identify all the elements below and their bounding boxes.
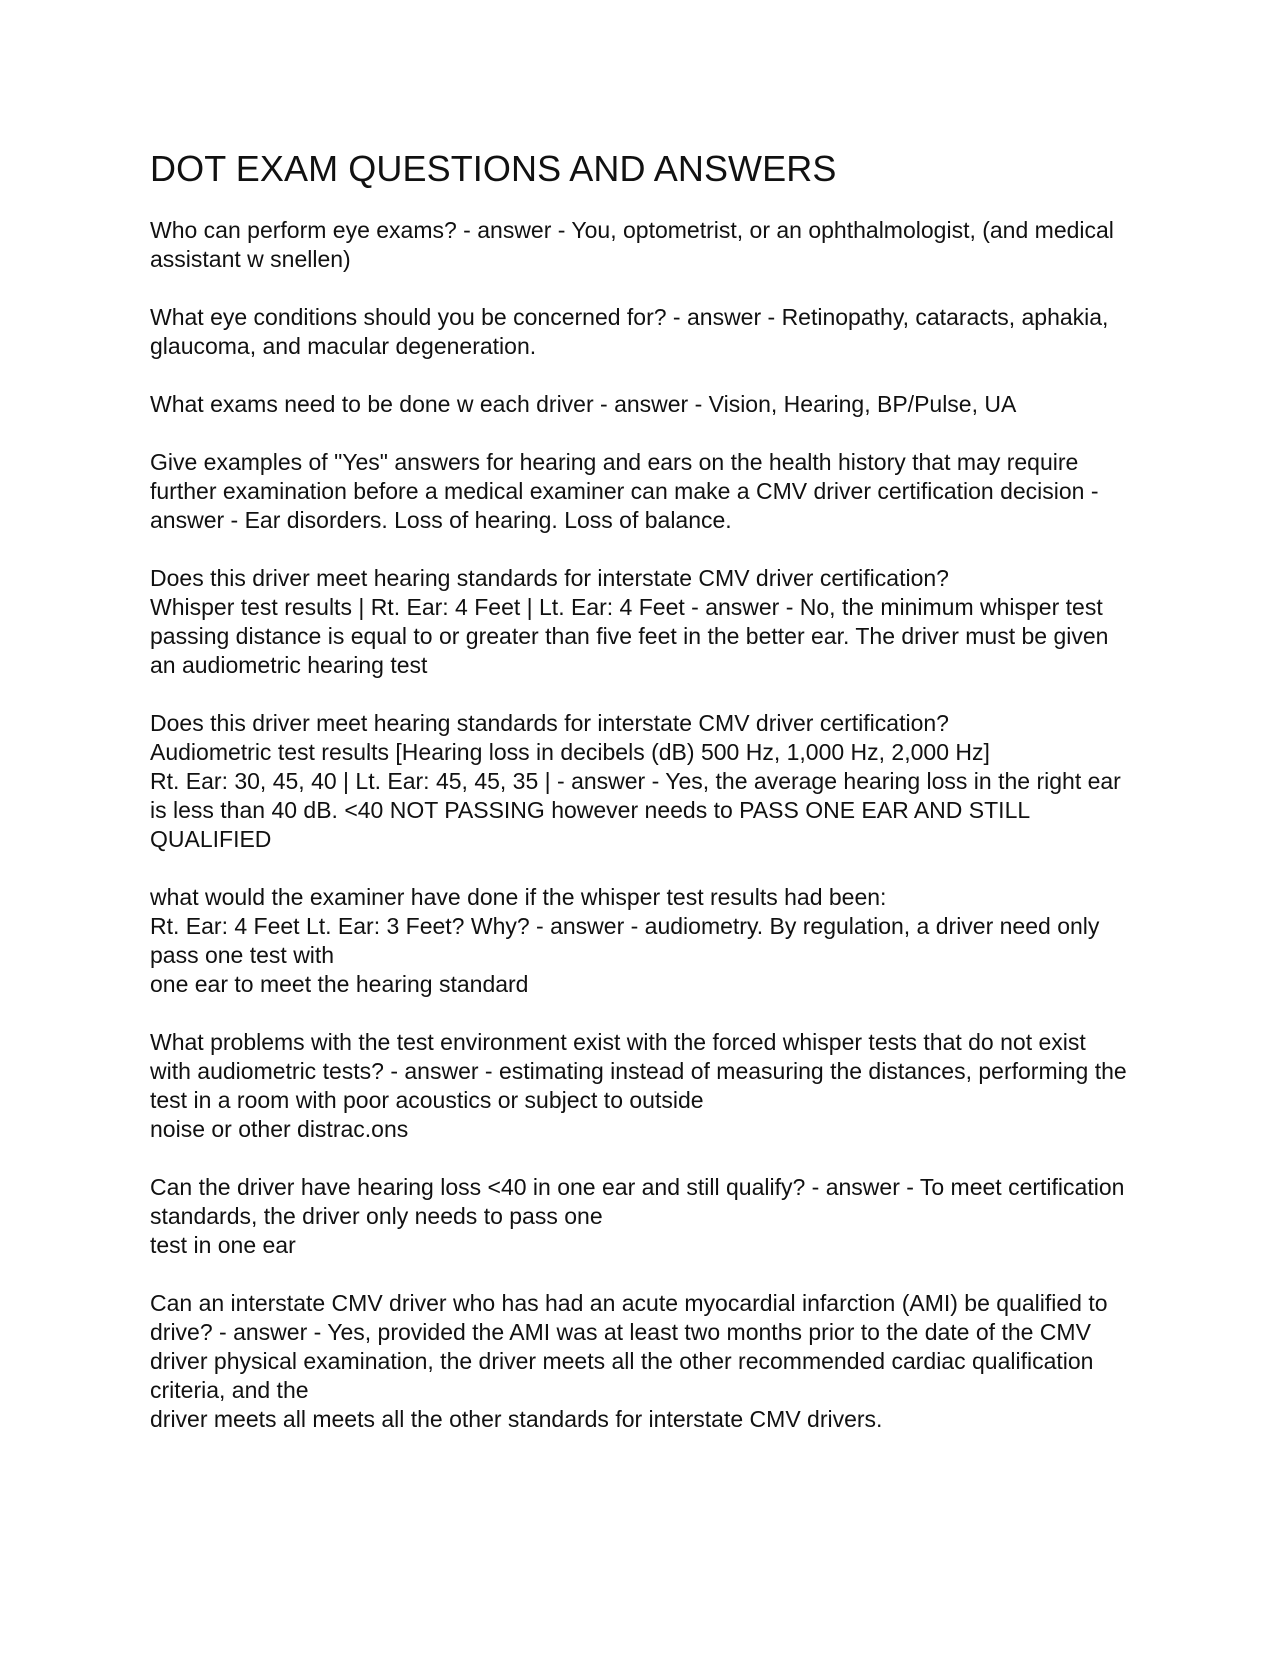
qa-paragraph [150, 564, 1130, 680]
qa-line: What problems with the test environment exist with the forced whisper tests that do not exist [150, 1029, 1086, 1055]
qa-line: noise or other distrac.ons [150, 1116, 409, 1142]
qa-paragraph [150, 1173, 1130, 1260]
qa-paragraph [150, 448, 1130, 535]
qa-line: Audiometric test results [Hearing loss in decibels (dB) 500 Hz, 1,000 Hz, 2,000 Hz] [150, 739, 990, 765]
qa-line: What eye conditions should you be concerned for? - answer - Retinopathy, cataracts, aphakia, glaucoma, and macular degeneration. [150, 304, 1109, 359]
qa-line: Give examples of "Yes" answers for hearing and ears on the health history that may require further examination before a medical examiner can make a CMV driver certification decision - answer - Ear disorders. Loss of hearing. Loss of balance. [150, 449, 1099, 533]
document-title: DOT EXAM QUESTIONS AND ANSWERS [150, 148, 837, 189]
qa-paragraph [150, 709, 1130, 854]
qa-line: Can the driver have hearing loss <40 in one ear and still qualify? - answer - To meet certification standards, the driver only needs to pass one [150, 1174, 1125, 1229]
qa-paragraph [150, 216, 1130, 274]
qa-line: what would the examiner have done if the whisper test results had been: [150, 884, 887, 910]
qa-line: Whisper test results | Rt. Ear: 4 Feet | Lt. Ear: 4 Feet - answer - No, the minimum whisper test passing distance is equal to or greater than five feet in the better ear. The driver must be given an audiometric hearing test [150, 594, 1109, 678]
qa-paragraph [150, 1028, 1130, 1144]
qa-line: with audiometric tests? - answer - estimating instead of measuring the distances, performing the test in a room with poor acoustics or subject to outside [150, 1058, 1127, 1113]
qa-line: Rt. Ear: 30, 45, 40 | Lt. Ear: 45, 45, 35 | - answer - Yes, the average hearing loss in the right ear is less than 40 dB. <40 NOT PASSING however needs to PASS ONE EAR AND STILL QUALIFIED [150, 768, 1121, 852]
qa-list [150, 216, 1130, 1434]
qa-paragraph [150, 390, 1130, 419]
document-page [150, 148, 1130, 1463]
qa-line: drive? - answer - Yes, provided the AMI was at least two months prior to the date of the CMV driver physical examination, the driver meets all the other recommended cardiac qualification criteria, and the [150, 1319, 1094, 1403]
qa-line: What exams need to be done w each driver - answer - Vision, Hearing, BP/Pulse, UA [150, 391, 1017, 417]
qa-paragraph [150, 1289, 1130, 1434]
qa-line: Who can perform eye exams? - answer - You, optometrist, or an ophthalmologist, (and medical assistant w snellen) [150, 217, 1114, 272]
qa-paragraph [150, 883, 1130, 999]
qa-line: one ear to meet the hearing standard [150, 971, 529, 997]
qa-line: Rt. Ear: 4 Feet Lt. Ear: 3 Feet? Why? - answer - audiometry. By regulation, a driver need only pass one test with [150, 913, 1100, 968]
qa-line: test in one ear [150, 1232, 296, 1258]
qa-line: Does this driver meet hearing standards for interstate CMV driver certification? [150, 565, 949, 591]
qa-line: driver meets all meets all the other standards for interstate CMV drivers. [150, 1406, 883, 1432]
qa-line: Can an interstate CMV driver who has had an acute myocardial infarction (AMI) be qualified to [150, 1290, 1108, 1316]
qa-line: Does this driver meet hearing standards for interstate CMV driver certification? [150, 710, 949, 736]
qa-paragraph [150, 303, 1130, 361]
